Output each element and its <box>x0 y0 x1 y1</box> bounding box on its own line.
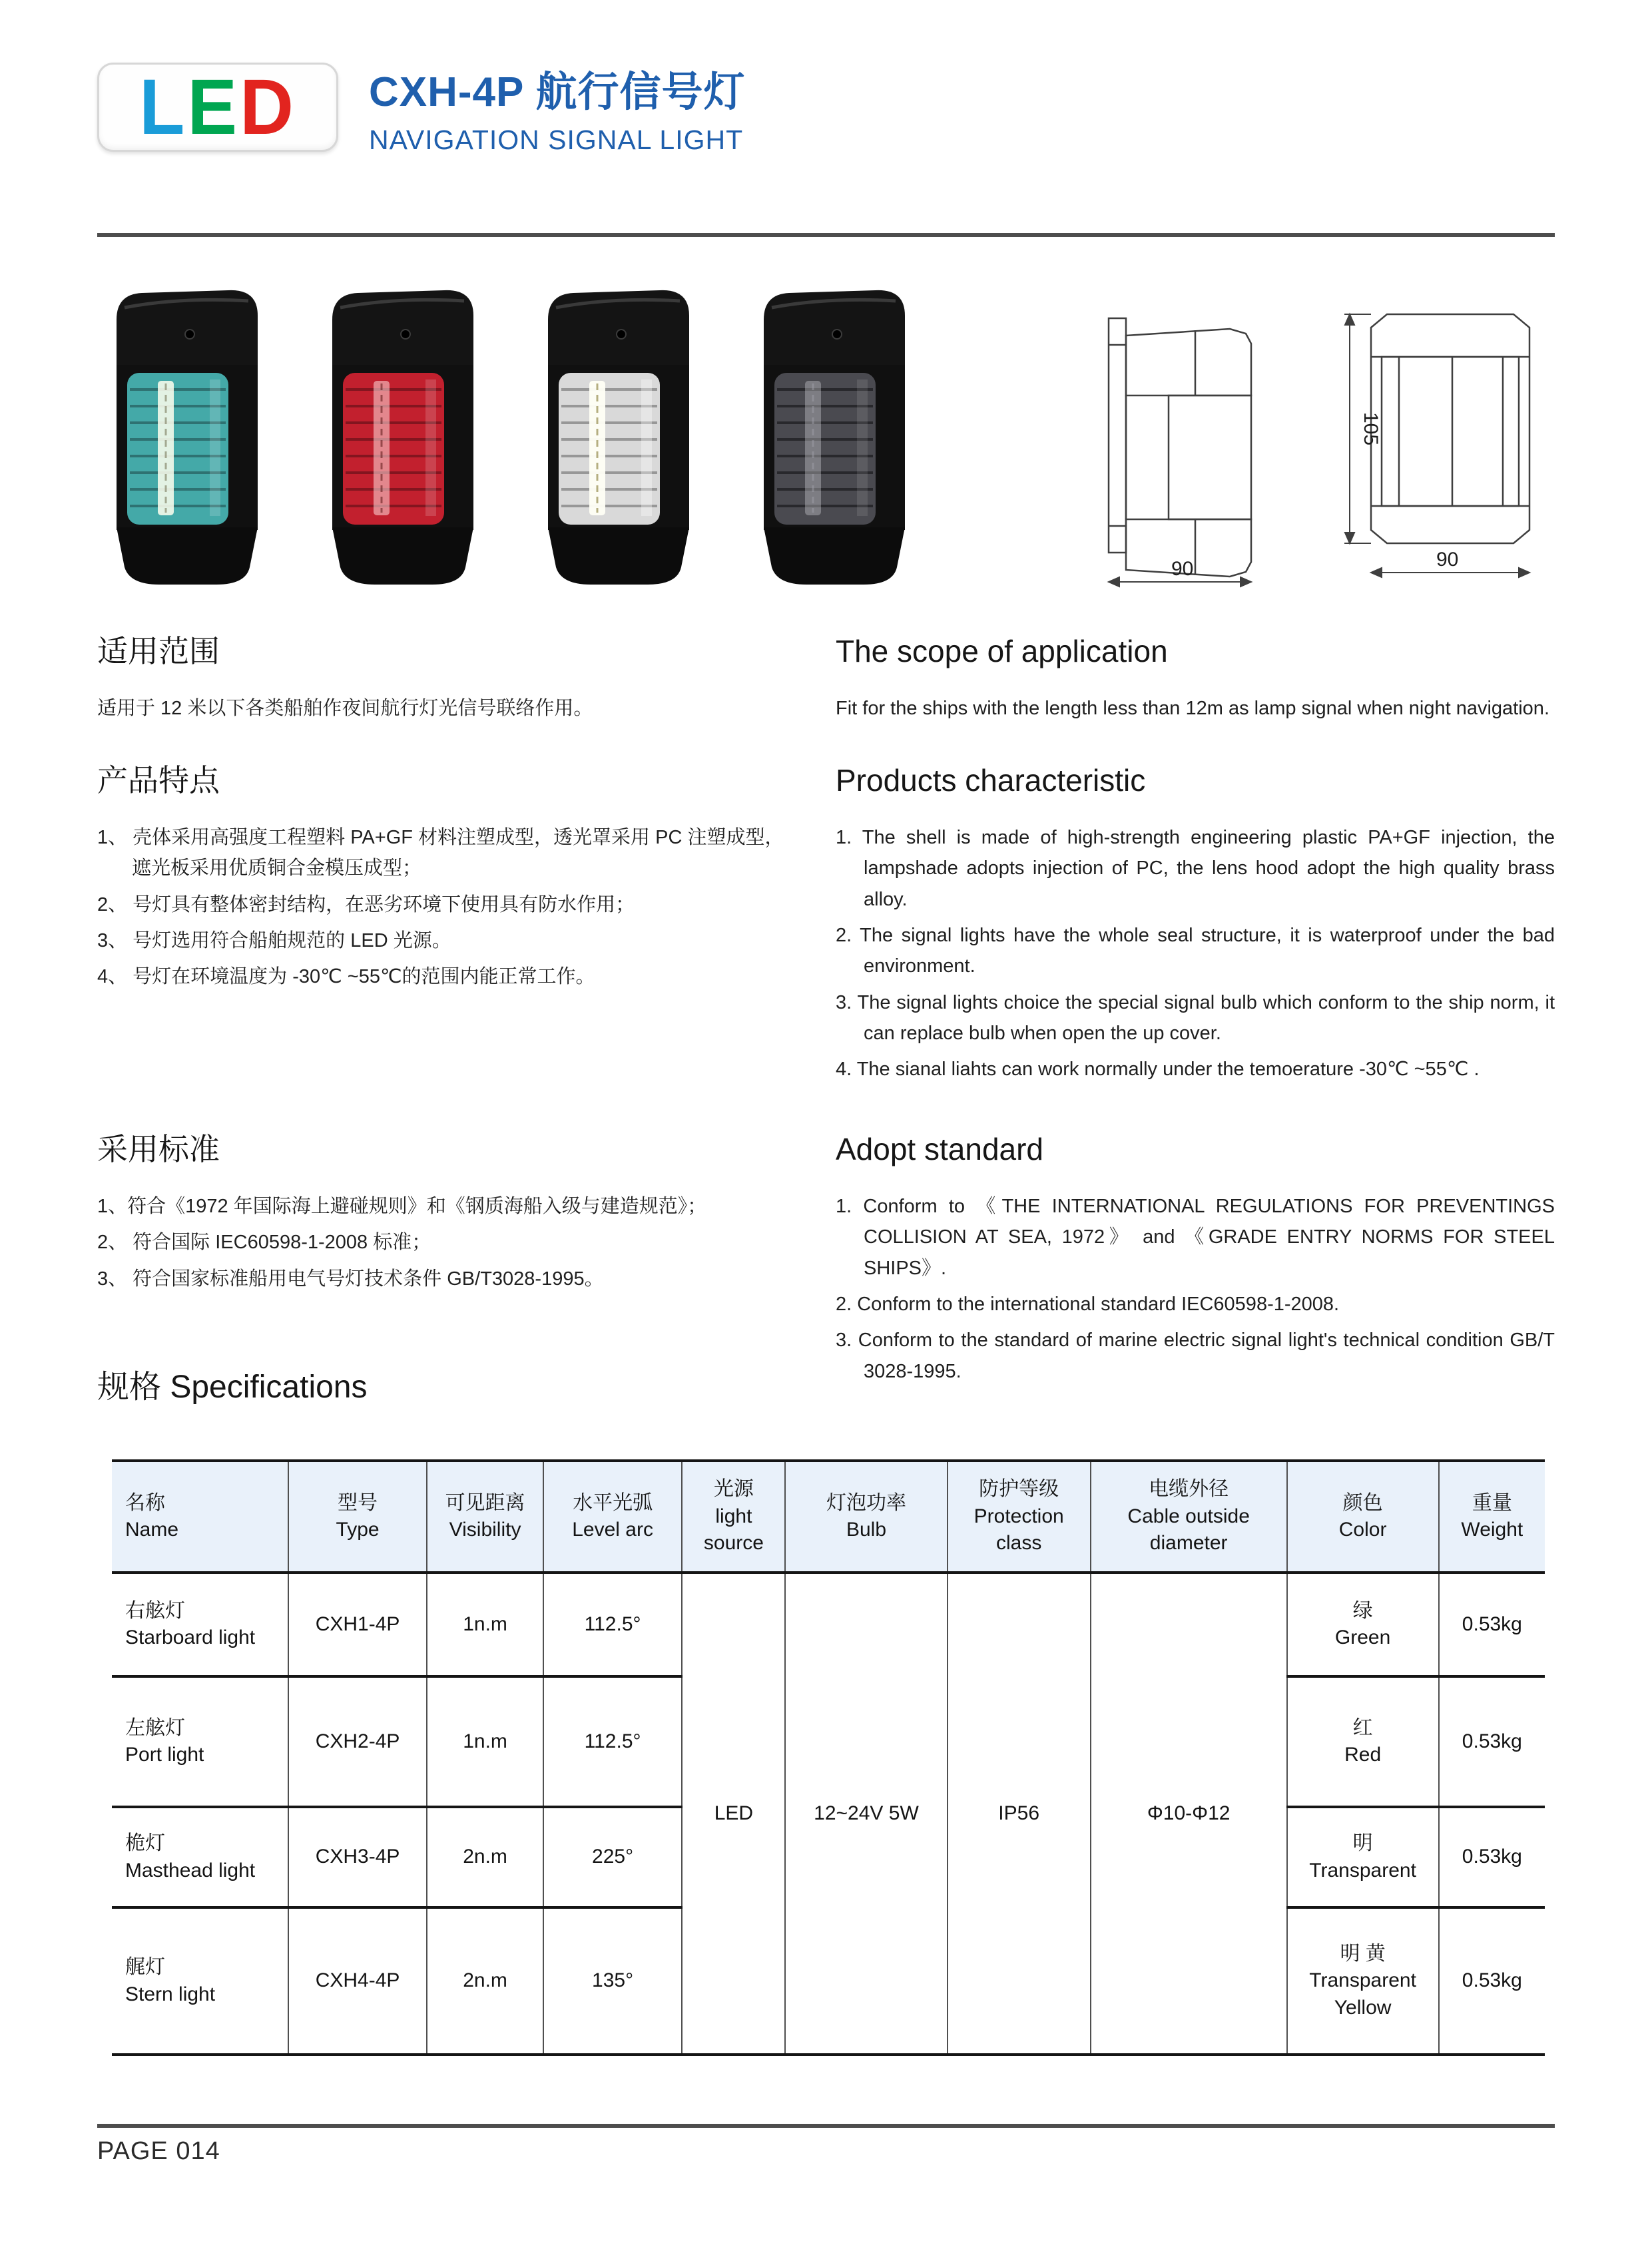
cell-color <box>1287 1907 1439 2055</box>
list-item: 1. The shell is made of high-strength engineering plastic PA+GF injection, the lampshade adopts injection of PC, the lens hood adopt the high quality brass alloy. <box>836 826 1555 910</box>
col-header-name <box>112 1461 288 1573</box>
page-subtitle: NAVIGATION SIGNAL LIGHT <box>369 124 744 155</box>
lamp-photo-masthead <box>529 280 710 593</box>
cell-bulb-merged: 12~24V 5W <box>785 1573 947 2055</box>
cell-arc: 112.5° <box>543 1573 683 1676</box>
col-header-en: Protection class <box>973 1505 1064 1555</box>
cell-color <box>1287 1676 1439 1807</box>
text-sections <box>97 634 1555 1392</box>
cell-name-cn: 右舷灯 <box>125 1599 185 1622</box>
col-header-cable <box>1091 1461 1287 1573</box>
cell-color-cn: 红 <box>1352 1716 1373 1739</box>
col-header-en: Visibility <box>449 1519 521 1541</box>
list-item: 2. The signal lights have the whole seal structure, it is waterproof under the bad environment. <box>836 924 1555 977</box>
lamp-photo-starboard <box>97 280 278 593</box>
list-item: 2. Conform to the international standard IEC60598-1-2008. <box>836 1293 1340 1315</box>
feature-list-en <box>836 822 1555 1085</box>
cell-name-en: Masthead light <box>125 1859 256 1881</box>
page-number: PAGE 014 <box>97 2137 220 2165</box>
cell-weight: 0.53kg <box>1439 1573 1545 1676</box>
standard-list-en <box>836 1191 1555 1387</box>
section-title: 产品特点 <box>97 762 220 798</box>
section-scope-en <box>836 634 1555 724</box>
cell-arc: 135° <box>543 1907 683 2055</box>
col-header-cn: 名称 <box>125 1491 165 1514</box>
title-block <box>369 59 746 156</box>
section-features-cn <box>97 763 793 1091</box>
col-header-weight <box>1439 1461 1545 1573</box>
col-header-type <box>288 1461 427 1573</box>
cell-protection-merged: IP56 <box>948 1573 1091 2055</box>
col-header-en: Color <box>1338 1519 1387 1541</box>
cell-color-en: Green <box>1334 1626 1391 1648</box>
cell-visibility: 1n.m <box>427 1676 543 1807</box>
section-body: 适用于 12 米以下各类船舶作夜间航行灯光信号联络作用。 <box>97 697 593 719</box>
dim-label-front-height: 105 <box>1360 412 1382 446</box>
product-images-row <box>97 280 1555 593</box>
cell-color-cn: 明 <box>1352 1832 1373 1854</box>
cell-arc: 225° <box>543 1807 683 1907</box>
col-header-cn: 水平光弧 <box>573 1491 653 1514</box>
specs-heading: 规格 Specifications <box>97 1370 368 1405</box>
cell-arc: 112.5° <box>543 1676 683 1807</box>
cell-color-en: Red <box>1344 1744 1382 1766</box>
col-header-cn: 光源 <box>713 1478 754 1501</box>
col-header-en: Cable outside diameter <box>1127 1505 1250 1555</box>
cell-type: CXH2-4P <box>288 1676 427 1807</box>
list-item: 3、 号灯选用符合船舶规范的 LED 光源。 <box>97 929 451 951</box>
col-header-en: Type <box>336 1519 380 1541</box>
dimension-drawing-front <box>1335 296 1555 589</box>
cell-cable-merged: Φ10-Φ12 <box>1091 1573 1287 2055</box>
dimension-drawings <box>1102 296 1555 589</box>
cell-color-cn: 明 黄 <box>1340 1942 1386 1965</box>
col-header-color <box>1287 1461 1439 1573</box>
specs-table <box>112 1459 1545 2056</box>
col-header-protection <box>948 1461 1091 1573</box>
list-item: 1、符合《1972 年国际海上避碰规则》和《钢质海船入级与建造规范》； <box>97 1195 707 1217</box>
section-standards-cn <box>97 1132 793 1392</box>
led-logo <box>97 63 338 152</box>
dimension-drawing-side <box>1102 296 1288 589</box>
section-features-en <box>836 763 1555 1091</box>
page-header <box>97 59 746 156</box>
table-row-starboard <box>112 1573 1545 1676</box>
cell-type: CXH1-4P <box>288 1573 427 1676</box>
col-header-light-source <box>682 1461 785 1573</box>
section-standards-en <box>836 1132 1555 1392</box>
col-header-en: light source <box>703 1505 764 1555</box>
cell-color <box>1287 1807 1439 1907</box>
list-item: 3. The signal lights choice the special signal bulb which conform to the ship norm, it can replace bulb when open the up cover. <box>836 991 1555 1045</box>
dim-label-front-width: 90 <box>1436 549 1459 571</box>
col-header-en: Name <box>125 1519 179 1541</box>
logo-letter-e: E <box>187 63 240 151</box>
col-header-cn: 防护等级 <box>979 1478 1059 1501</box>
section-title: The scope of application <box>836 634 1168 668</box>
standard-list-cn <box>97 1191 793 1294</box>
list-item: 4. The sianal liahts can work normally under the temoerature -30℃ ~55℃ . <box>836 1059 1480 1081</box>
footer-divider <box>97 2124 1555 2128</box>
cell-light-source-merged: LED <box>682 1573 785 2055</box>
col-header-visibility <box>427 1461 543 1573</box>
cell-type: CXH3-4P <box>288 1807 427 1907</box>
list-item: 1. Conform to 《THE INTERNATIONAL REGULATIONS FOR PREVENTINGS COLLISION AT SEA, 1972》 and 《GRADE ENTRY NORMS FOR STEEL SHIPS》. <box>836 1195 1555 1279</box>
table-header-row <box>112 1461 1545 1573</box>
logo-letter-d: D <box>240 63 296 151</box>
cell-weight: 0.53kg <box>1439 1676 1545 1807</box>
col-header-cn: 可见距离 <box>445 1491 525 1514</box>
section-body: Fit for the ships with the length less than 12m as lamp signal when night navigation. <box>836 697 1549 719</box>
list-item: 4、 号灯在环境温度为 -30℃ ~55℃的范围内能正常工作。 <box>97 966 595 988</box>
col-header-en: Level arc <box>572 1519 653 1541</box>
cell-type: CXH4-4P <box>288 1907 427 2055</box>
lamp-photo-port <box>313 280 494 593</box>
col-header-cn: 灯泡功率 <box>826 1491 906 1514</box>
col-header-cn: 型号 <box>338 1491 378 1514</box>
cell-name-en: Stern light <box>125 1983 216 2005</box>
header-divider <box>97 233 1555 237</box>
col-header-cn: 电缆外径 <box>1149 1478 1229 1501</box>
cell-name <box>112 1573 288 1676</box>
cell-color-cn: 绿 <box>1352 1599 1373 1622</box>
lamp-photo-stern <box>744 280 926 593</box>
section-title: Products characteristic <box>836 762 1146 798</box>
cell-name-cn: 艉灯 <box>125 1956 165 1978</box>
logo-letter-l: L <box>138 63 188 151</box>
section-title: Adopt standard <box>836 1131 1044 1166</box>
cell-name <box>112 1907 288 2055</box>
section-title: 采用标准 <box>97 1131 220 1166</box>
cell-name <box>112 1807 288 1907</box>
col-header-level-arc <box>543 1461 683 1573</box>
list-item: 3、 符合国家标准船用电气号灯技术条件 GB/T3028-1995。 <box>97 1268 604 1290</box>
section-title: 适用范围 <box>97 634 220 668</box>
list-item: 2、 符合国际 IEC60598-1-2008 标准； <box>97 1232 431 1254</box>
cell-name <box>112 1676 288 1807</box>
col-header-cn: 重量 <box>1472 1491 1512 1514</box>
cell-visibility: 2n.m <box>427 1807 543 1907</box>
col-header-cn: 颜色 <box>1342 1491 1383 1514</box>
feature-list-cn <box>97 822 793 993</box>
cell-visibility: 1n.m <box>427 1573 543 1676</box>
col-header-bulb <box>785 1461 947 1573</box>
cell-visibility: 2n.m <box>427 1907 543 2055</box>
list-item: 1、 壳体采用高强度工程塑料 PA+GF 材料注塑成型，透光罩采用 PC 注塑成型，遮光板采用优质铜合金模压成型； <box>97 826 784 879</box>
specs-table-wrap <box>112 1459 1545 2056</box>
col-header-en: Bulb <box>846 1519 886 1541</box>
cell-name-en: Starboard light <box>125 1626 256 1648</box>
section-scope-cn <box>97 634 793 724</box>
list-item: 3. Conform to the standard of marine electric signal light's technical condition GB/T 3028-1995. <box>836 1330 1555 1382</box>
dim-label-side-width: 90 <box>1171 558 1194 580</box>
cell-weight: 0.53kg <box>1439 1807 1545 1907</box>
cell-name-cn: 左舷灯 <box>125 1716 185 1739</box>
cell-color-en: Transparent <box>1309 1859 1416 1881</box>
cell-color-en: Transparent Yellow <box>1309 1969 1416 2019</box>
cell-name-cn: 桅灯 <box>125 1832 165 1854</box>
page-title: CXH-4P 航行信号灯 <box>369 69 746 115</box>
cell-name-en: Port light <box>125 1744 204 1766</box>
cell-color <box>1287 1573 1439 1676</box>
list-item: 2、 号灯具有整体密封结构，在恶劣环境下使用具有防水作用； <box>97 893 635 915</box>
cell-weight: 0.53kg <box>1439 1907 1545 2055</box>
col-header-en: Weight <box>1461 1519 1523 1541</box>
